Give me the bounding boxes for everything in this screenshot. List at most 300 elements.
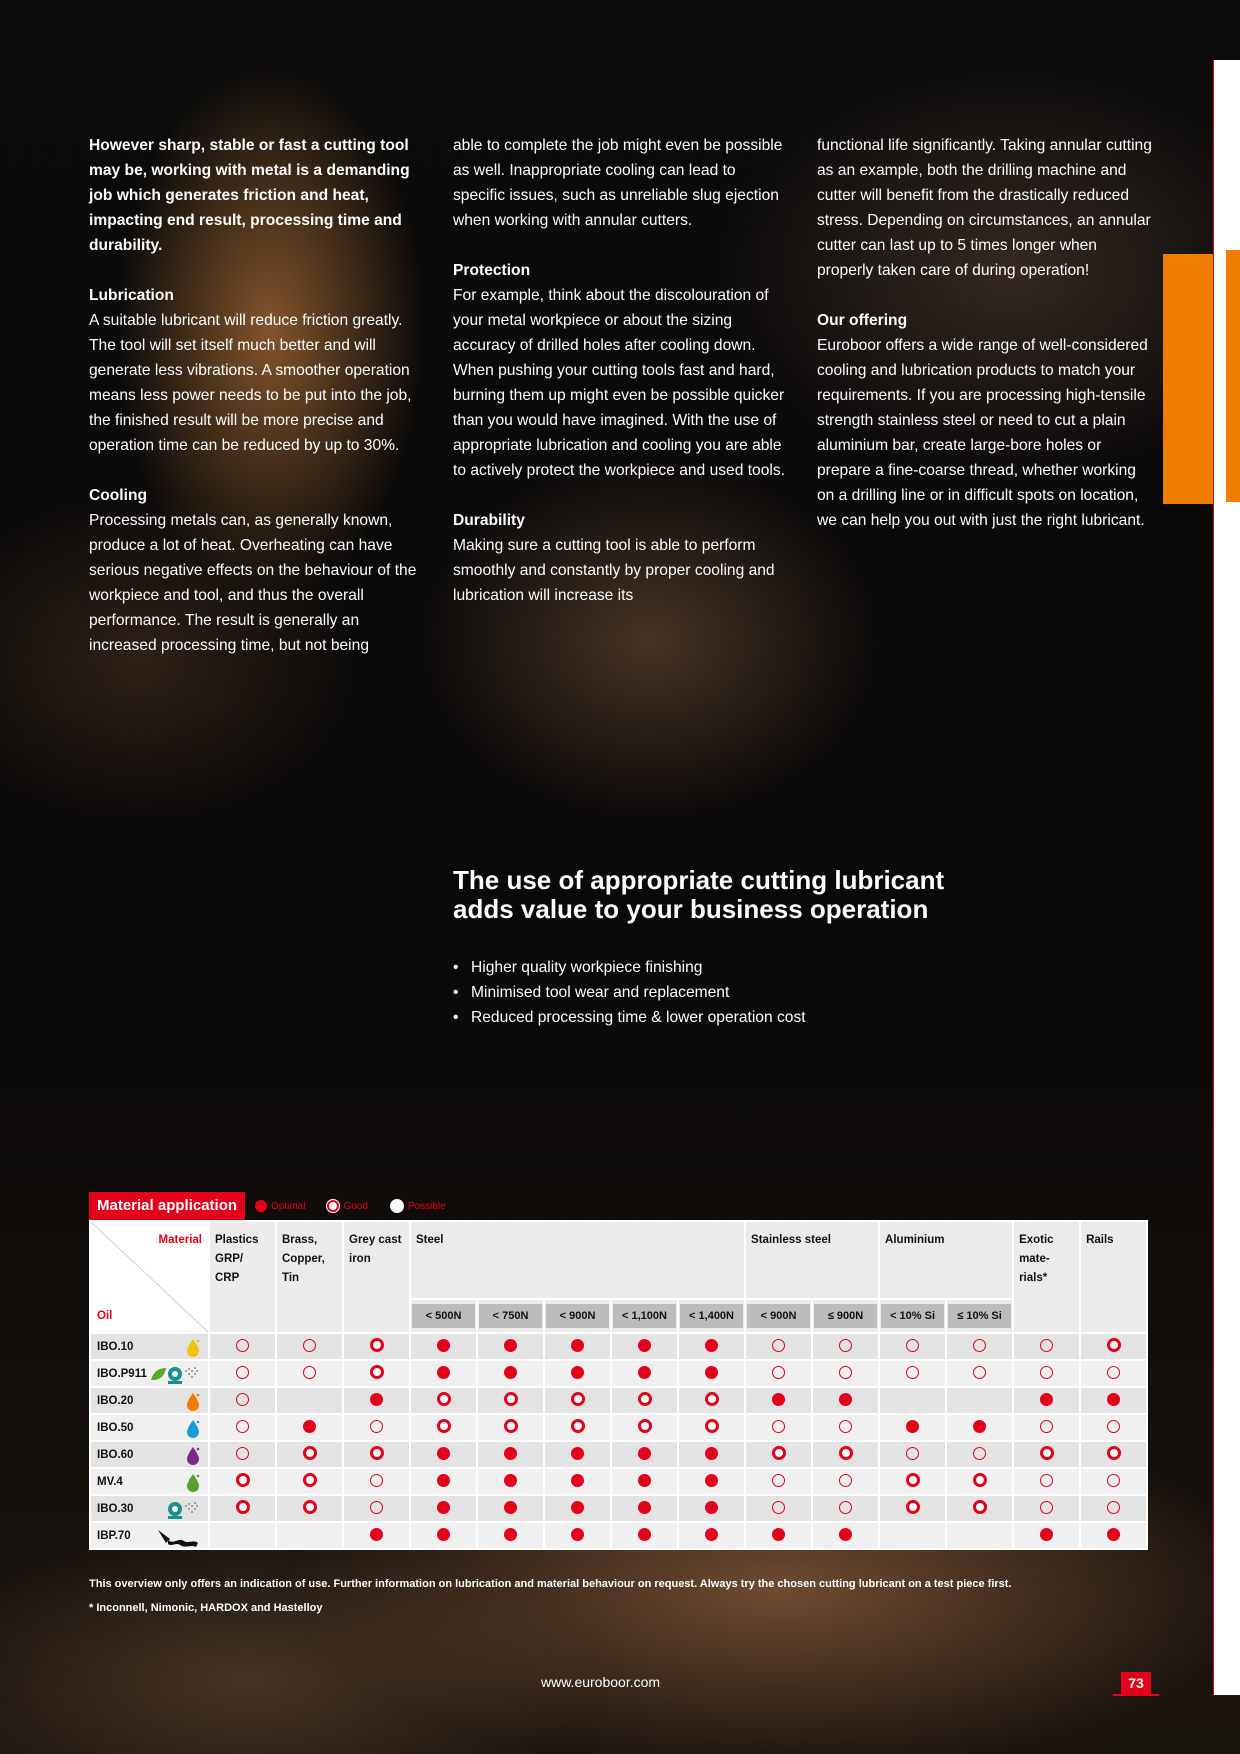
page-number: 73 [1121,1672,1151,1694]
rating-cell [611,1333,678,1360]
rating-cell [343,1522,410,1549]
rating-cell [946,1360,1013,1387]
possible-circle-icon [236,1393,249,1406]
rating-cell [946,1414,1013,1441]
durability-heading: Durability [453,512,525,529]
rating-cell [1013,1441,1080,1468]
optimal-dot-icon [772,1393,785,1406]
good-ring-icon [437,1392,451,1406]
rating-cell [209,1387,276,1414]
rating-cell [477,1387,544,1414]
possible-circle-icon [1107,1420,1120,1433]
oil-name-cell [90,1495,209,1522]
oil-name-cell [90,1468,209,1495]
table-legend [255,1199,446,1213]
optimal-dot-icon [1107,1393,1120,1406]
sub-header-label: < 750N [479,1304,542,1328]
optimal-dot-icon [772,1528,785,1541]
good-ring-icon [370,1338,384,1352]
rating-cell [343,1333,410,1360]
rating-cell [1013,1414,1080,1441]
optimal-dot-icon [571,1528,584,1541]
rating-cell [544,1333,611,1360]
rating-cell [745,1333,812,1360]
rating-cell [745,1441,812,1468]
optimal-dot-icon [705,1447,718,1460]
paste-tube-icon [156,1527,200,1552]
offering-text: Euroboor offers a wide range of well-considered cooling and lubrication products to match your requirements. If you are processing high-tensile strength stainless steel or need to cut a plain aluminium bar, create large-bore holes or prepare a fine-coarse thread, whether working on a drilling line or in difficult spots on location, we can help you out with just the right lubricant. [817,337,1148,529]
rating-cell [544,1468,611,1495]
rating-cell [1080,1468,1147,1495]
rating-cell [209,1333,276,1360]
section-tab [1226,250,1240,502]
optimal-dot-icon [571,1366,584,1379]
protection-text: For example, think about the discolouration of your metal workpiece or about the sizing accuracy of drilled holes after cooling down. When pushing your cutting tools fast and hard, burning them up might even be possible quicker than you would have imagined. With the use of appropriate lubrication and cooling you are able to actively protect the workpiece and used tools. [453,287,785,479]
table-row [90,1522,1147,1549]
optimal-dot-icon [437,1528,450,1541]
rating-cell [209,1495,276,1522]
possible-circle-icon [303,1339,316,1352]
col-exotic: Exotic mate- rials* [1013,1221,1080,1333]
good-ring-icon [504,1392,518,1406]
rating-cell [410,1441,477,1468]
yellow-drop-icon [186,1338,200,1361]
headline [453,866,1153,924]
offering-heading: Our offering [817,312,908,329]
possible-circle-icon [1040,1501,1053,1514]
rating-cell [209,1414,276,1441]
rating-cell [276,1387,343,1414]
col-steel: Steel [410,1221,745,1299]
intro-lead: However sharp, stable or fast a cutting tool may be, working with metal is a demanding job which generates friction and heat, impacting end result, processing time and durability. [89,137,410,254]
rating-cell [343,1468,410,1495]
rating-cell [1080,1387,1147,1414]
good-ring-icon [839,1446,853,1460]
rating-cell [410,1414,477,1441]
rating-cell [1013,1468,1080,1495]
rating-cell [343,1387,410,1414]
possible-circle-icon [1040,1339,1053,1352]
col-plastics: Plastics GRP/ CRP [209,1221,276,1333]
oil-name-cell [90,1387,209,1414]
rating-cell [276,1441,343,1468]
rating-cell [879,1414,946,1441]
possible-circle-icon [973,1339,986,1352]
possible-circle-icon [1040,1474,1053,1487]
rating-cell [946,1441,1013,1468]
col-rails: Rails [1080,1221,1147,1333]
rating-cell [745,1522,812,1549]
good-ring-icon [1040,1446,1054,1460]
rating-cell [209,1441,276,1468]
rating-cell [946,1522,1013,1549]
good-ring-icon [504,1419,518,1433]
rating-cell [812,1360,879,1387]
possible-circle-icon [772,1474,785,1487]
optimal-dot-icon [504,1528,517,1541]
rating-cell [410,1333,477,1360]
good-ring-icon [906,1500,920,1514]
rating-cell [1013,1360,1080,1387]
rating-cell [678,1414,745,1441]
text-column-1 [89,133,425,683]
rating-cell [879,1333,946,1360]
possible-circle-icon [906,1339,919,1352]
rating-cell [1080,1495,1147,1522]
section-tab-marker [1163,254,1213,504]
possible-circle-icon [1040,1366,1053,1379]
possible-circle-icon [1107,1474,1120,1487]
rating-cell [879,1360,946,1387]
optimal-dot-icon [504,1339,517,1352]
leaf-spray-icon [150,1365,200,1388]
rating-cell [343,1360,410,1387]
oil-name-cell [90,1360,209,1387]
good-ring-icon [973,1500,987,1514]
optimal-dot-icon [839,1528,852,1541]
possible-circle-icon [973,1366,986,1379]
rating-cell [611,1441,678,1468]
oil-axis-label: Oil [97,1310,113,1322]
footnote: * Inconnell, Nimonic, HARDOX and Hastelloy [89,1602,323,1614]
oil-name: IBO.20 [97,1394,134,1407]
table-body [90,1333,1147,1549]
rating-cell [678,1468,745,1495]
possible-circle-icon [839,1366,852,1379]
rating-cell [209,1468,276,1495]
optimal-dot-icon [437,1501,450,1514]
good-ring-icon [236,1500,250,1514]
good-ring-icon [303,1446,317,1460]
rating-cell [276,1360,343,1387]
website-url[interactable]: www.euroboor.com [541,1674,661,1690]
rating-cell [410,1387,477,1414]
optimal-dot-icon [638,1501,651,1514]
table-row [90,1360,1147,1387]
oil-name: IBP.70 [97,1529,131,1542]
rating-cell [812,1441,879,1468]
legend-optimal [255,1199,305,1213]
optimal-dot-icon [839,1393,852,1406]
optimal-dot-icon [1040,1528,1053,1541]
rating-cell [544,1522,611,1549]
optimal-dot-icon [571,1447,584,1460]
oil-name: IBO.P911 [97,1367,147,1380]
optimal-dot-icon [437,1447,450,1460]
cooling-text-part-2: able to complete the job might even be possible as well. Inappropriate cooling can lead to specific issues, such as unreliable slug ejection when working with annular cutters. [453,137,783,229]
rating-cell [812,1414,879,1441]
good-ring-icon [303,1473,317,1487]
optimal-dot-icon [437,1366,450,1379]
possible-circle-icon [772,1501,785,1514]
rating-cell [276,1333,343,1360]
possible-circle-icon [390,1199,404,1213]
rating-cell [276,1522,343,1549]
rating-cell [678,1333,745,1360]
sub-header-label: < 1,100N [613,1304,676,1328]
optimal-dot-icon [303,1420,316,1433]
good-ring-icon [571,1392,585,1406]
optimal-dot-icon [638,1528,651,1541]
optimal-dot-icon [571,1339,584,1352]
sub-header-label: < 1,400N [680,1304,743,1328]
rating-cell [879,1468,946,1495]
blue-drop-icon [186,1419,200,1442]
rating-cell [611,1468,678,1495]
rating-cell [879,1522,946,1549]
rating-cell [544,1360,611,1387]
oil-name: IBO.50 [97,1421,134,1434]
possible-circle-icon [906,1366,919,1379]
rating-cell [745,1360,812,1387]
rating-cell [611,1387,678,1414]
possible-circle-icon [1107,1366,1120,1379]
oil-name: IBO.10 [97,1340,134,1353]
possible-circle-icon [370,1420,383,1433]
rating-cell [410,1522,477,1549]
optimal-dot-icon [1107,1528,1120,1541]
rating-cell [946,1468,1013,1495]
table-corner [90,1221,209,1333]
rating-cell [209,1360,276,1387]
good-ring-icon [437,1419,451,1433]
optimal-dot-icon [705,1366,718,1379]
good-ring-icon [638,1392,652,1406]
col-stainless-steel: Stainless steel [745,1221,879,1299]
rating-cell [477,1414,544,1441]
rating-cell [1013,1333,1080,1360]
cooling-text-part-1: Processing metals can, as generally known, produce a lot of heat. Overheating can have serious negative effects on the behaviour of the workpiece and tool, and thus the overall performance. The result is generally an increased processing time, but not being [89,512,417,654]
good-ring-icon [906,1473,920,1487]
rating-cell [678,1522,745,1549]
optimal-dot-icon [504,1366,517,1379]
optimal-dot-icon [906,1420,919,1433]
sub-header-cell [611,1299,678,1333]
table-row [90,1333,1147,1360]
rating-cell [879,1441,946,1468]
optimal-dot-icon [638,1447,651,1460]
possible-circle-icon [303,1366,316,1379]
benefit-item: • Reduced processing time & lower operation cost [453,1005,806,1030]
sub-header-cell [678,1299,745,1333]
good-ring-icon [1107,1338,1121,1352]
rating-cell [678,1360,745,1387]
rating-cell [611,1495,678,1522]
oil-name-cell [90,1441,209,1468]
sub-header-label: < 900N [546,1304,609,1328]
optimal-dot-icon [255,1200,267,1212]
headline-line-1: The use of appropriate cutting lubricant [453,865,945,895]
table-row [90,1414,1147,1441]
disclaimer-note: This overview only offers an indication of use. Further information on lubrication and material behaviour on request. Always try the chosen cutting lubricant on a test piece first. [89,1578,1012,1590]
oil-name: MV.4 [97,1475,123,1488]
good-ring-icon [370,1446,384,1460]
sub-header-cell [410,1299,477,1333]
rating-cell [879,1387,946,1414]
possible-circle-icon [236,1447,249,1460]
table-row [90,1441,1147,1468]
material-application-title: Material application [89,1192,245,1220]
purple-drop-icon [186,1446,200,1469]
possible-circle-icon [370,1474,383,1487]
rating-cell [544,1495,611,1522]
table-row [90,1495,1147,1522]
sub-header-label: < 10% Si [881,1304,944,1328]
material-axis-label: Material [158,1234,202,1246]
good-ring-icon [705,1419,719,1433]
possible-circle-icon [236,1339,249,1352]
optimal-dot-icon [705,1528,718,1541]
optimal-dot-icon [705,1501,718,1514]
oil-name-cell [90,1333,209,1360]
legend-optimal-label: Optimal [271,1200,306,1212]
legend-good [327,1199,367,1213]
rating-cell [410,1468,477,1495]
cooling-heading: Cooling [89,487,148,504]
rating-cell [410,1495,477,1522]
possible-circle-icon [839,1474,852,1487]
rating-cell [343,1414,410,1441]
optimal-dot-icon [638,1474,651,1487]
good-ring-icon [638,1419,652,1433]
rating-cell [946,1495,1013,1522]
oil-name-cell [90,1522,209,1549]
rating-cell [678,1441,745,1468]
benefit-list [453,955,806,1030]
optimal-dot-icon [504,1474,517,1487]
legend-possible-label: Possible [407,1200,446,1212]
rating-cell [611,1414,678,1441]
possible-circle-icon [839,1420,852,1433]
good-ring-icon [772,1446,786,1460]
possible-circle-icon [1040,1420,1053,1433]
optimal-dot-icon [638,1339,651,1352]
optimal-dot-icon [370,1393,383,1406]
optimal-dot-icon [973,1420,986,1433]
sub-header-cell [745,1299,812,1333]
rating-cell [1080,1333,1147,1360]
rating-cell [678,1387,745,1414]
optimal-dot-icon [504,1501,517,1514]
rating-cell [1013,1495,1080,1522]
rating-cell [745,1414,812,1441]
rating-cell [812,1522,879,1549]
optimal-dot-icon [705,1339,718,1352]
rating-cell [477,1495,544,1522]
possible-circle-icon [370,1501,383,1514]
sub-header-cell [812,1299,879,1333]
sub-header-label: ≤ 900N [814,1304,877,1328]
optimal-dot-icon [1040,1393,1053,1406]
rating-cell [946,1387,1013,1414]
legend-possible [390,1199,446,1213]
durability-text-part-1: Making sure a cutting tool is able to perform smoothly and constantly by proper cooling and lubrication will increase its [453,537,775,604]
lubrication-text: A suitable lubricant will reduce friction greatly. The tool will set itself much better and will generate less vibrations. A smoother operation means less power needs to be put into the job, the finished result will be more precise and operation time can be reduced by up to 30%. [89,312,412,454]
col-brass: Brass, Copper, Tin [276,1221,343,1333]
durability-text-part-2: functional life significantly. Taking annular cutting as an example, both the drilling machine and cutter will benefit from the drastically reduced stress. Depending on circumstances, an annular cutter can last up to 5 times longer when properly taken care of during operation! [817,137,1152,279]
rating-cell [477,1522,544,1549]
sub-header-cell [879,1299,946,1333]
optimal-dot-icon [437,1339,450,1352]
possible-circle-icon [906,1447,919,1460]
table-row [90,1387,1147,1414]
rating-cell [611,1360,678,1387]
optimal-dot-icon [370,1528,383,1541]
optimal-dot-icon [571,1474,584,1487]
rating-cell [812,1387,879,1414]
optimal-dot-icon [571,1501,584,1514]
sub-header-label: ≤ 10% Si [948,1304,1011,1328]
possible-circle-icon [1107,1501,1120,1514]
rating-cell [343,1441,410,1468]
rating-cell [544,1441,611,1468]
lubrication-heading: Lubrication [89,287,174,304]
benefit-item: • Minimised tool wear and replacement [453,980,806,1005]
rating-cell [946,1333,1013,1360]
possible-circle-icon [973,1447,986,1460]
rating-cell [611,1522,678,1549]
optimal-dot-icon [705,1474,718,1487]
rating-cell [276,1414,343,1441]
page-number-underline [1113,1694,1159,1696]
good-ring-icon [303,1500,317,1514]
optimal-dot-icon [437,1474,450,1487]
rating-cell [745,1495,812,1522]
possible-circle-icon [236,1420,249,1433]
rating-cell [1080,1414,1147,1441]
rating-cell [1013,1387,1080,1414]
rating-cell [1080,1360,1147,1387]
sub-header-label: < 900N [747,1304,810,1328]
spray-icon [166,1500,200,1523]
rating-cell [1013,1522,1080,1549]
rating-cell [544,1414,611,1441]
text-column-3 [817,133,1153,558]
rating-cell [745,1387,812,1414]
rating-cell [276,1495,343,1522]
col-grey-cast-iron: Grey cast iron [343,1221,410,1333]
possible-circle-icon [839,1501,852,1514]
good-ring-icon [571,1419,585,1433]
possible-circle-icon [839,1339,852,1352]
rating-cell [544,1387,611,1414]
possible-circle-icon [772,1366,785,1379]
good-ring-icon [705,1392,719,1406]
rating-cell [477,1468,544,1495]
good-ring-icon [973,1473,987,1487]
sub-header-cell [946,1299,1013,1333]
rating-cell [410,1360,477,1387]
rating-cell [343,1495,410,1522]
rating-cell [477,1333,544,1360]
rating-cell [745,1468,812,1495]
material-application-table [89,1220,1148,1550]
sub-header-cell [477,1299,544,1333]
benefit-item: • Higher quality workpiece finishing [453,955,806,980]
rating-cell [477,1441,544,1468]
possible-circle-icon [772,1339,785,1352]
orange-drop-icon [186,1392,200,1415]
oil-name: IBO.60 [97,1448,134,1461]
possible-circle-icon [772,1420,785,1433]
optimal-dot-icon [504,1447,517,1460]
rating-cell [209,1522,276,1549]
sub-header-label: < 500N [412,1304,475,1328]
green-drop-icon [186,1473,200,1496]
rating-cell [1080,1522,1147,1549]
rating-cell [812,1495,879,1522]
rating-cell [1080,1441,1147,1468]
